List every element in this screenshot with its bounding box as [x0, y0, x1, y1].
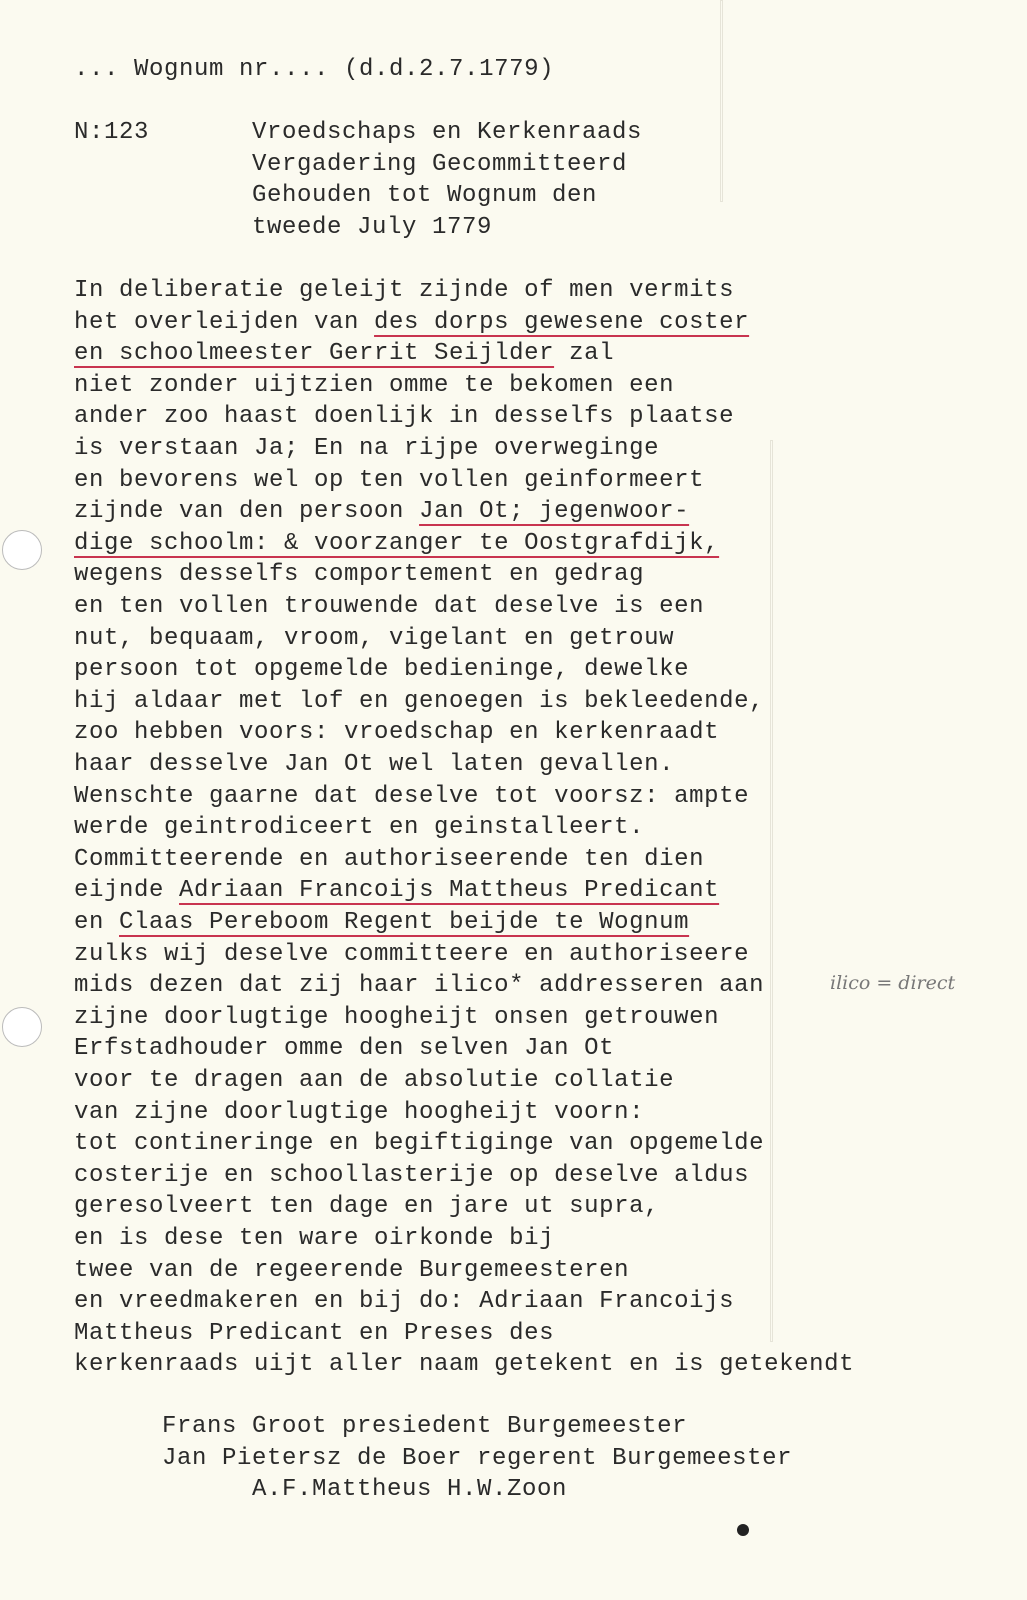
text: niet zonder uijtzien omme te bekomen een	[74, 371, 675, 399]
text: en is dese ten ware oirkonde bij	[74, 1225, 555, 1252]
text: werde geintrodiceert en geinstalleert.	[74, 814, 645, 842]
text: costerije en schoollasterije op deselve aldus	[74, 1161, 750, 1189]
bleed-through-line	[770, 440, 773, 1342]
text: eijnde	[74, 877, 180, 905]
underlined-text: Jan Ot; jegenwoor-	[419, 498, 690, 526]
punch-hole	[2, 530, 42, 570]
body-line	[74, 1162, 749, 1190]
body-line	[74, 783, 749, 811]
text: en vreedmakeren en bij do: Adriaan Francoijs	[74, 1288, 735, 1316]
text: en bevorens wel op ten vollen geinformeert	[74, 466, 705, 494]
text: haar desselve Jan Ot wel laten gevallen.	[74, 751, 675, 778]
text: van zijne doorlugtige hoogheijt voorn:	[74, 1098, 645, 1126]
body-line	[74, 814, 644, 842]
text: het overleijden van	[74, 308, 375, 336]
text: zulks wij deselve committeere en authoriseere	[74, 940, 750, 968]
text: Committeerende en authoriseerende ten dien	[74, 845, 705, 873]
text: is verstaan Ja; En na rijpe overweginge	[74, 435, 660, 462]
text: In deliberatie geleijt zijnde of men vermits	[74, 277, 735, 304]
body-line	[74, 941, 749, 969]
body-line	[74, 877, 719, 905]
signature-line: A.F.Mattheus H.W.Zoon	[252, 1476, 568, 1503]
text: en ten vollen trouwende dat deselve is een	[74, 593, 705, 620]
underlined-text: des dorps gewesene coster	[374, 308, 750, 336]
text: Mattheus Predicant en Preses des	[74, 1319, 555, 1347]
text: hij aldaar met lof en genoegen is bekleedende,	[74, 687, 765, 715]
text: wegens desselfs comportement en gedrag	[74, 561, 645, 589]
ink-dot	[737, 1524, 749, 1536]
body-line	[74, 909, 689, 937]
body-line	[74, 498, 689, 526]
body-line	[74, 435, 659, 463]
body-line	[74, 656, 689, 684]
text: en	[74, 909, 120, 936]
body-line	[74, 1257, 629, 1285]
underlined-text: Claas Pereboom Regent beijde te Wognum	[119, 909, 690, 936]
body-line	[74, 1099, 644, 1127]
title-line: tweede July 1779	[252, 213, 493, 241]
text: Erfstadhouder omme den selven Jan Ot	[74, 1035, 615, 1063]
signature-line: Frans Groot presiedent Burgemeester	[162, 1413, 688, 1440]
text: Wenschte gaarne dat deselve tot voorsz: ampte	[74, 782, 750, 810]
body-line	[74, 467, 704, 495]
body-line	[74, 277, 734, 305]
text: mids dezen dat zij haar ilico* addresseren aan	[74, 972, 765, 1000]
title-line: Vergadering Gecommitteerd	[252, 150, 628, 178]
body-line	[74, 625, 674, 653]
body-line	[74, 403, 734, 431]
body-line	[74, 846, 704, 874]
text: ander zoo haast doenlijk in desselfs plaatse	[74, 403, 735, 431]
text: nut, bequaam, vroom, vigelant en getrouw	[74, 624, 675, 652]
body-line	[74, 1004, 719, 1032]
text: kerkenraads uijt aller naam getekent en is getekendt	[74, 1351, 855, 1379]
body-line	[74, 751, 674, 779]
title-line: Gehouden tot Wognum den	[252, 182, 598, 209]
text: twee van de regeerende Burgemeesteren	[74, 1256, 630, 1284]
margin-note: ilico = direct	[830, 972, 956, 994]
signature-line: Jan Pietersz de Boer regerent Burgemeester	[162, 1444, 793, 1472]
body-line	[74, 1067, 674, 1095]
body-line	[74, 561, 644, 589]
body-line	[74, 593, 704, 621]
body-line	[74, 1351, 854, 1379]
text: zoo hebben voors: vroedschap en kerkenraadt	[74, 719, 720, 747]
body-line	[74, 309, 749, 337]
body-line	[74, 1225, 554, 1253]
text: zijne doorlugtige hoogheijt onsen getrouwen	[74, 1003, 720, 1031]
text: tot contineringe en begiftiginge van opgemelde	[74, 1130, 765, 1158]
body-line	[74, 1035, 614, 1063]
body-line	[74, 1320, 554, 1348]
punch-hole	[2, 1007, 42, 1047]
underlined-text: en schoolmeester Gerrit Seijlder	[74, 340, 555, 368]
body-line	[74, 372, 674, 400]
body-line	[74, 530, 719, 558]
text: voor te dragen aan de absolutie collatie	[74, 1067, 675, 1094]
body-line	[74, 1130, 764, 1158]
underlined-text: Adriaan Francoijs Mattheus Predicant	[179, 877, 720, 905]
text: zal	[554, 340, 615, 368]
document-reference: ... Wognum nr.... (d.d.2.7.1779)	[74, 56, 555, 83]
title-line: Vroedschaps en Kerkenraads	[252, 119, 643, 146]
body-line	[74, 1193, 659, 1221]
underlined-text: dige schoolm: & voorzanger te Oostgrafdijk,	[74, 529, 720, 557]
bleed-through-line	[720, 0, 723, 202]
text: persoon tot opgemelde bedieninge, dewelke	[74, 656, 690, 684]
body-line	[74, 688, 764, 716]
body-line	[74, 972, 764, 1000]
text: zijnde van den persoon	[74, 498, 420, 526]
body-line	[74, 340, 614, 368]
body-line	[74, 1288, 734, 1316]
document-number: N:123	[74, 119, 150, 146]
body-line	[74, 719, 719, 747]
text: geresolveert ten dage en jare ut supra,	[74, 1193, 660, 1221]
